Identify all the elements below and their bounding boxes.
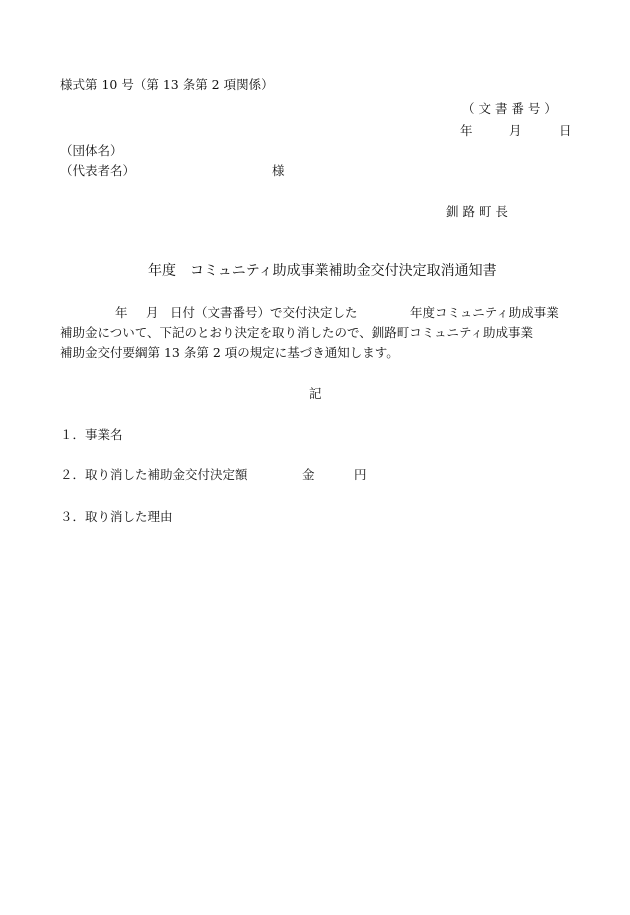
date-year: 年: [460, 123, 473, 138]
representative-name: （代表者名）: [60, 163, 136, 178]
document-number: （ 文 書 番 号 ）: [462, 101, 557, 116]
document-title: 年度 コミュニティ助成事業補助金交付決定取消通知書: [148, 263, 497, 279]
body-date-text: 日付（文書番号）で交付決定した: [170, 305, 358, 320]
date-day: 日: [559, 123, 572, 138]
honorific: 様: [272, 163, 285, 178]
body-month: 月: [146, 305, 159, 320]
body-line-3: 補助金交付要綱第 13 条第 2 項の規定に基づき通知します。: [60, 345, 399, 360]
form-number: 様式第 10 号（第 13 条第 2 項関係）: [60, 77, 274, 92]
body-line-2: 補助金について、下記のとおり決定を取り消したので、釧路町コミュニティ助成事業: [60, 325, 534, 340]
date-month: 月: [509, 123, 522, 138]
body-fiscal-year-text: 年度コミュニティ助成事業: [410, 305, 559, 320]
item-cancelled-amount: ２．取り消した補助金交付決定額: [60, 467, 248, 482]
organization-name: （団体名）: [60, 143, 123, 158]
amount-suffix: 円: [354, 467, 367, 482]
sender: 釧 路 町 長: [446, 204, 508, 219]
amount-prefix: 金: [302, 467, 315, 482]
item-cancel-reason: ３．取り消した理由: [60, 509, 173, 524]
item-project-name: １．事業名: [60, 427, 123, 442]
ki-heading: 記: [309, 386, 322, 401]
body-year: 年: [115, 305, 128, 320]
